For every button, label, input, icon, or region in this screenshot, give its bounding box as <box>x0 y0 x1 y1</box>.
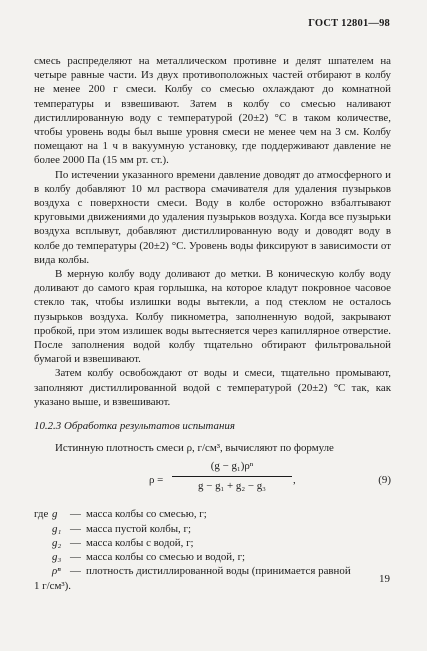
definition-desc: масса колбы со смесью, г; <box>86 508 207 521</box>
definition-prefix: где <box>34 508 49 521</box>
formula <box>34 459 391 505</box>
definitions-list <box>34 507 391 592</box>
formula-comma: , <box>293 474 296 487</box>
paragraph: В мерную колбу воду доливают до метки. В коническую колбу воду доливают до самого края горлышка, на которое кладут покровное часовое стекло так, чтобы излишки воды вытекли, а под стеклом не осталось пузырьков воздуха. Колбу пикнометра, заполненную водой, закрывают пробкой, при этом излишек воды вытесняется через капиллярное отверстие. После заполнения водой колбу тщательно обтирают фильтровальной бумагой и взвешивают. <box>34 268 391 366</box>
definition-item <box>34 536 391 550</box>
definition-item <box>34 550 391 564</box>
definition-prefix <box>34 536 52 550</box>
paragraph: Затем колбу освобождают от воды и смеси, тщательно промывают, заполняют дистиллированной водой с температурой (20±2) °С так, как указано выше, и взвешивают. <box>34 367 391 408</box>
main-text <box>34 54 391 593</box>
paragraph: По истечении указанного времени давление доводят до атмосферного и в колбу добавляют 10 мл раствора смачивателя для удаления пузырьков воздуха с поверхности смеси. Воду в колбе осторожно взбалтывают круговыми движениями до удаления пузырьков воздуха. Когда все пузырьки воздуха всплывут, добавляют дистиллированную воду и доводят воду в колбе до температуры (20±2) °С. Уровень воды фиксируют в зависимости от вида колбы. <box>34 168 391 266</box>
definition-symbol: g₁ <box>52 522 62 535</box>
document-header: ГОСТ 12801—98 <box>308 18 390 29</box>
definition-dash: — <box>70 551 81 564</box>
definition-dash: — <box>70 522 81 535</box>
definition-desc: масса колбы со смесью и водой, г; <box>86 551 246 564</box>
formula-denominator: g − g₁ + g₂ − g₃ <box>198 479 266 492</box>
definition-item <box>34 522 391 536</box>
definition-prefix <box>34 522 52 536</box>
definition-desc: масса колбы с водой, г; <box>86 536 194 549</box>
page-number: 19 <box>379 573 390 585</box>
definition-symbol: g₃ <box>52 551 62 564</box>
formula-lhs: ρ = <box>149 474 164 487</box>
equation-number: (9) <box>378 474 391 487</box>
definition-desc: масса пустой колбы, г; <box>86 522 191 535</box>
paragraph: смесь распределяют на металлическом противне и делят шпателем на четыре равные части. Из двух противоположных частей отбирают в колбу не менее 200 г смеси. Колбу со смесью охлаждают до комнатной температуры и взвешивают. Затем в колбу со смесью наливают дистиллированную воду с температурой (20±2) °С в таком количестве, чтобы уровень воды был выше уровня смеси не менее чем на 3 см. Колбу помещают на 1 ч в вакуумную установку, где поддерживают давление не более 2000 Па (15 мм рт. ст.). <box>34 55 391 167</box>
definition-symbol: g₂ <box>52 536 62 549</box>
definition-symbol: ρⁿ <box>52 565 61 578</box>
formula-fraction <box>172 459 292 492</box>
definition-dash: — <box>70 565 81 578</box>
definition-dash: — <box>70 508 81 521</box>
definition-continuation: 1 г/см³). <box>34 579 72 592</box>
definition-dash: — <box>70 536 81 549</box>
section-title: 10.2.3 Обработка результатов испытания <box>34 420 235 433</box>
definition-item <box>34 507 391 521</box>
definition-prefix <box>34 550 52 564</box>
formula-numerator: (g − g₁)ρⁿ <box>172 459 292 476</box>
definition-item <box>34 564 391 578</box>
definition-symbol: g <box>52 508 58 521</box>
definition-desc: плотность дистиллированной воды (принимается равной <box>86 565 351 578</box>
formula-lead: Истинную плотность смеси ρ, г/см³, вычисляют по формуле <box>55 442 334 455</box>
definition-prefix <box>34 564 52 578</box>
